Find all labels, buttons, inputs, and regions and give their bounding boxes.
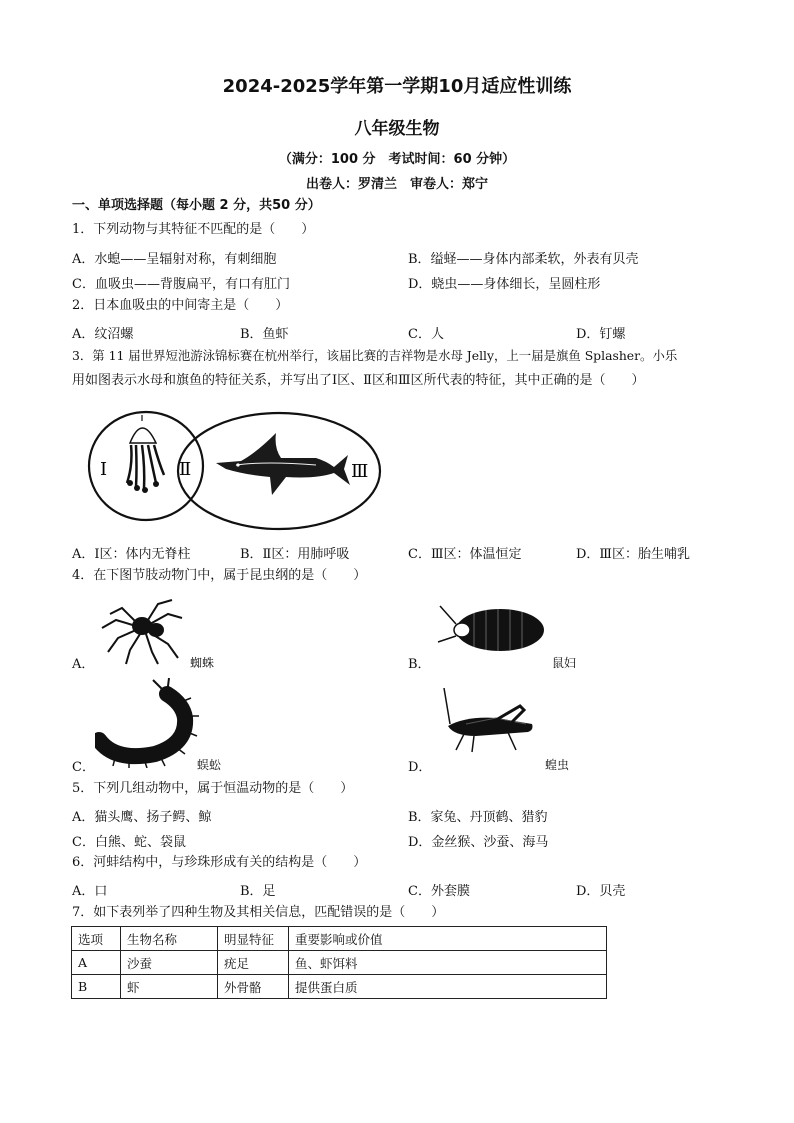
question-5-option-d: D．金丝猴、沙蚕、海马 [408, 835, 549, 850]
table-cell: B [72, 975, 121, 999]
spider-icon [96, 596, 188, 666]
woodlouse-icon [434, 600, 554, 660]
table-header-cell: 选项 [72, 927, 121, 951]
exam-subtitle: 八年级生物 [354, 119, 440, 139]
question-2-option-d: D．钉螺 [576, 327, 626, 342]
question-2-option-b: B．鱼虾 [240, 327, 289, 342]
table-cell: 虾 [121, 975, 218, 999]
question-3-option-d: D．Ⅲ区：胎生哺乳 [576, 547, 690, 562]
question-3-option-b: B．Ⅱ区：用肺呼吸 [240, 547, 350, 562]
question-4-option-d-letter: D． [408, 760, 432, 775]
table-cell: 外骨骼 [218, 975, 289, 999]
table-header-cell: 明显特征 [218, 927, 289, 951]
table-row [72, 975, 607, 999]
exam-title: 2024-2025学年第一学期10月适应性训练 [222, 76, 572, 97]
question-2-option-c: C．人 [408, 327, 444, 342]
venn-label-region-1: Ⅰ [100, 459, 108, 480]
table-row [72, 951, 607, 975]
venn-label-region-2: Ⅱ [179, 459, 192, 480]
grasshopper-icon [436, 688, 540, 758]
table-cell: 疣足 [218, 951, 289, 975]
question-4-stem: 4．在下图节肢动物门中，属于昆虫纲的是（ ） [72, 568, 367, 583]
venn-label-region-3: Ⅲ [351, 461, 369, 482]
question-3-stem-line-2: 用如图表示水母和旗鱼的特征关系，并写出了Ⅰ区、Ⅱ区和Ⅲ区所代表的特征，其中正确的是（ ） [72, 373, 645, 388]
question-3-stem-line-1: 3．第 11 届世界短池游泳锦标赛在杭州举行，该届比赛的吉祥物是水母 Jelly，上一届是旗鱼 Splasher。小乐 [72, 348, 678, 363]
question-1-option-a: A．水螅——呈辐射对称，有刺细胞 [72, 252, 277, 267]
question-7-stem: 7．如下表列举了四种生物及其相关信息，匹配错误的是（ ） [72, 905, 445, 920]
centipede-icon [95, 678, 205, 768]
question-5-stem: 5．下列几组动物中，属于恒温动物的是（ ） [72, 781, 354, 796]
table-cell: 沙蚕 [121, 951, 218, 975]
question-1-option-c: C．血吸虫——背腹扁平，有口有肛门 [72, 277, 290, 292]
question-2-stem: 2．日本血吸虫的中间寄主是（ ） [72, 298, 289, 313]
section-heading: 一、单项选择题（每小题 2 分，共50 分） [72, 198, 321, 213]
table-header-cell: 生物名称 [121, 927, 218, 951]
table-cell: 鱼、虾饵料 [289, 951, 607, 975]
question-1-option-d: D．蛲虫——身体细长，呈圆柱形 [408, 277, 601, 292]
question-1-option-b: B．缢蛏——身体内部柔软，外表有贝壳 [408, 252, 639, 267]
table-cell: 提供蛋白质 [289, 975, 607, 999]
question-7-table [71, 926, 607, 999]
question-6-stem: 6．河蚌结构中，与珍珠形成有关的结构是（ ） [72, 855, 367, 870]
venn-diagram-jellyfish-sailfish [86, 403, 386, 533]
question-4-option-a-letter: A． [72, 657, 95, 672]
sailfish-icon [216, 433, 350, 495]
table-header-cell: 重要影响或价值 [289, 927, 607, 951]
question-2-option-a: A．纹沼螺 [72, 327, 134, 342]
question-5-option-b: B．家兔、丹顶鹤、猎豹 [408, 810, 548, 825]
question-4-option-d-name: 蝗虫 [545, 758, 570, 772]
question-6-option-c: C．外套膜 [408, 884, 470, 899]
jellyfish-icon [127, 415, 164, 493]
question-4-option-b-letter: B． [408, 657, 431, 672]
question-4-option-b-name: 鼠妇 [552, 656, 577, 670]
question-5-option-c: C．白熊、蛇、袋鼠 [72, 835, 186, 850]
table-cell: A [72, 951, 121, 975]
question-6-option-b: B．足 [240, 884, 276, 899]
exam-authors: 出卷人：罗清兰 审卷人：郑宁 [305, 177, 488, 192]
question-4-option-c-letter: C． [72, 760, 95, 775]
question-6-option-a: A．口 [72, 884, 108, 899]
question-6-option-d: D．贝壳 [576, 884, 626, 899]
table-header-row [72, 927, 607, 951]
question-3-option-a: A．Ⅰ区：体内无脊柱 [72, 547, 191, 562]
question-1-stem: 1．下列动物与其特征不匹配的是（ ） [72, 222, 315, 237]
question-3-option-c: C．Ⅲ区：体温恒定 [408, 547, 522, 562]
question-5-option-a: A．猫头鹰、扬子鳄、鲸 [72, 810, 212, 825]
exam-meta: （满分：100 分 考试时间：60 分钟） [278, 152, 516, 167]
question-4-option-a-name: 蜘蛛 [190, 656, 215, 670]
question-4-option-c-name: 蜈蚣 [197, 758, 222, 772]
